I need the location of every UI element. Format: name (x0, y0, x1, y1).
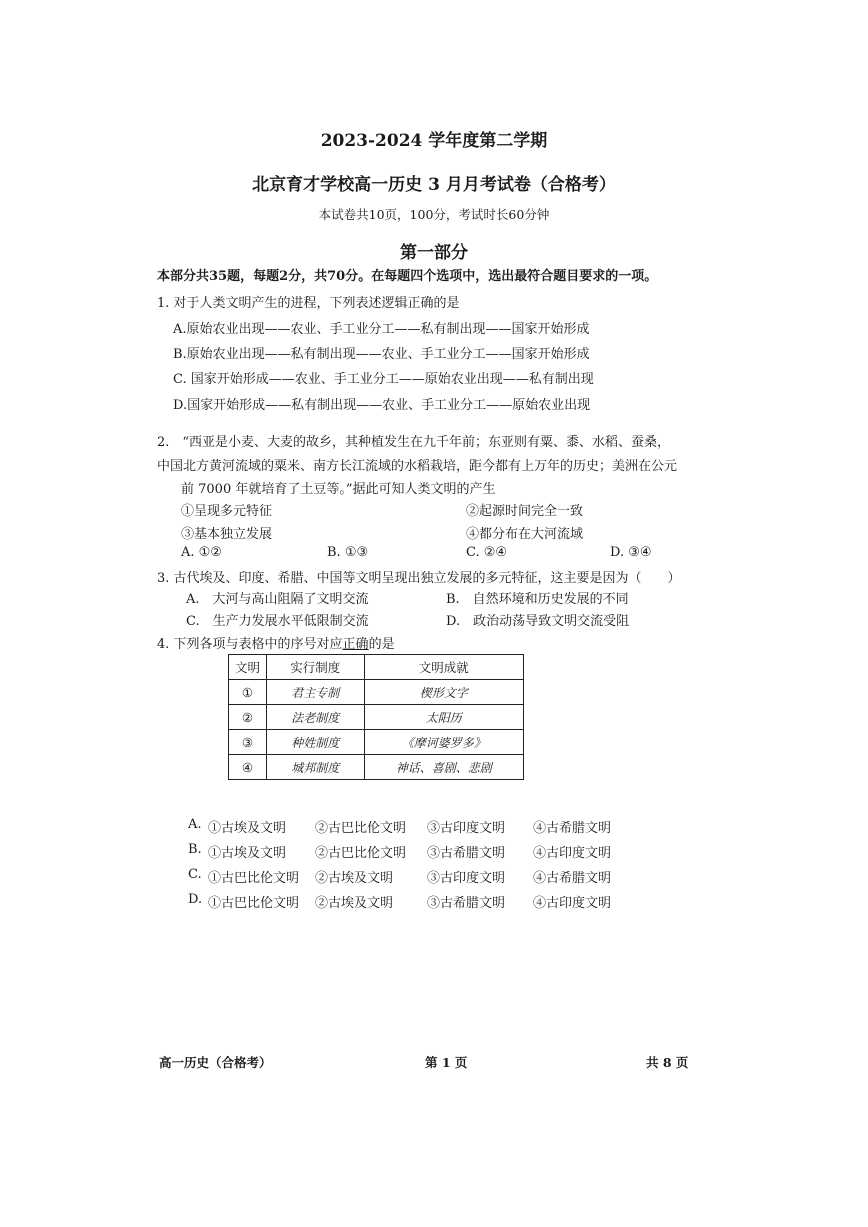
table-cell: 种姓制度 (266, 730, 364, 755)
q2-statement-1: ①呈现多元特征 (181, 504, 273, 519)
footer-page-number: 第 1 页 (425, 1055, 468, 1070)
table-header-row (229, 655, 524, 680)
footer-subject: 高一历史（合格考） (159, 1055, 272, 1070)
q4-option-a-item: ①古埃及文明 (208, 821, 287, 836)
q4-option-c-item: ③古印度文明 (427, 871, 506, 886)
q4-option-a-item: ④古希腊文明 (533, 821, 612, 836)
term-title: 2023-2024 学年度第二学期 (320, 131, 548, 151)
q1-option-a: A.原始农业出现——农业、手工业分工——私有制出现——国家开始形成 (173, 322, 590, 337)
q3-option-c: C. 生产力发展水平低限制交流 (186, 614, 369, 629)
part-instructions: 本部分共35题，每题2分，共70分。在每题四个选项中，选出最符合题目要求的一项。 (157, 269, 658, 284)
q4-option-d-item: ②古埃及文明 (315, 896, 394, 911)
q2-option-c: C. ②④ (466, 545, 508, 560)
table-cell: ③ (229, 730, 267, 755)
q4-option-b-item: ②古巴比伦文明 (315, 846, 407, 861)
table-cell: 法老制度 (266, 705, 364, 730)
q1-stem: 1. 对于人类文明产生的进程，下列表述逻辑正确的是 (157, 296, 460, 311)
table-cell: 太阳历 (364, 705, 523, 730)
table-header: 文明 (229, 655, 267, 680)
exam-title: 北京育才学校高一历史 3 月月考试卷（合格考） (252, 175, 616, 195)
q4-option-c-item: ①古巴比伦文明 (208, 871, 300, 886)
table-header: 文明成就 (364, 655, 523, 680)
q4-stem (157, 633, 395, 652)
q4-option-d-item: ④古印度文明 (533, 896, 612, 911)
footer-total-pages: 共 8 页 (646, 1055, 689, 1070)
q1-option-d: D.国家开始形成——私有制出现——农业、手工业分工——原始农业出现 (173, 398, 591, 413)
q4-stem-suffix: 的是 (368, 637, 395, 652)
q2-stem-line3: 前 7000 年就培育了土豆等。”据此可知人类文明的产生 (181, 482, 496, 497)
q4-option-c-item: ②古埃及文明 (315, 871, 394, 886)
q4-option-d-letter: D. (188, 892, 203, 907)
table-header: 实行制度 (266, 655, 364, 680)
q2-stem-line2: 中国北方黄河流域的粟米、南方长江流域的水稻栽培，距今都有上万年的历史；美洲在公元 (157, 459, 678, 474)
q2-stem-line1: 2. “西亚是小麦、大麦的故乡，其种植发生在九千年前；东亚则有粟、黍、水稻、蚕桑， (157, 435, 671, 450)
exam-info: 本试卷共10页，100分，考试时长60分钟 (318, 207, 550, 222)
q2-option-a: A. ①② (181, 545, 222, 560)
q4-option-c-item: ④古希腊文明 (533, 871, 612, 886)
q2-statement-4: ④都分布在大河流域 (466, 527, 584, 542)
q4-option-a-item: ③古印度文明 (427, 821, 506, 836)
table-cell: ② (229, 705, 267, 730)
q4-option-b-item: ④古印度文明 (533, 846, 612, 861)
table-cell: ① (229, 680, 267, 705)
table-cell: ④ (229, 755, 267, 780)
civilization-table (228, 654, 524, 780)
q3-stem: 3. 古代埃及、印度、希腊、中国等文明呈现出独立发展的多元特征，这主要是因为（ ） (157, 571, 681, 586)
q3-option-d: D. 政治动荡导致文明交流受阻 (446, 614, 630, 629)
q2-option-d: D. ③④ (610, 545, 652, 560)
q2-option-b: B. ①③ (327, 545, 369, 560)
q4-option-b-letter: B. (188, 842, 202, 857)
q2-statement-2: ②起源时间完全一致 (466, 504, 584, 519)
table-cell: 神话、喜剧、悲剧 (364, 755, 523, 780)
table-cell: 君主专制 (266, 680, 364, 705)
part-title: 第一部分 (400, 243, 468, 263)
q1-option-b: B.原始农业出现——私有制出现——农业、手工业分工——国家开始形成 (173, 347, 590, 362)
table-row (229, 705, 524, 730)
q4-option-a-item: ②古巴比伦文明 (315, 821, 407, 836)
q3-option-a: A. 大河与高山阻隔了文明交流 (186, 592, 369, 607)
q4-stem-emphasis: 正确 (342, 637, 369, 652)
table-row (229, 755, 524, 780)
q4-stem-prefix: 4. 下列各项与表格中的序号对应 (157, 637, 343, 652)
q3-option-b: B. 自然环境和历史发展的不同 (446, 592, 629, 607)
q4-option-d-item: ①古巴比伦文明 (208, 896, 300, 911)
q4-option-c-letter: C. (188, 867, 202, 882)
table-row (229, 680, 524, 705)
table-row (229, 730, 524, 755)
q2-statement-3: ③基本独立发展 (181, 527, 273, 542)
table-cell: 《摩诃婆罗多》 (364, 730, 523, 755)
q4-option-b-item: ③古希腊文明 (427, 846, 506, 861)
table-cell: 城邦制度 (266, 755, 364, 780)
q1-option-c: C. 国家开始形成——农业、手工业分工——原始农业出现——私有制出现 (173, 372, 594, 387)
q4-option-d-item: ③古希腊文明 (427, 896, 506, 911)
q4-option-a-letter: A. (188, 817, 202, 832)
q4-option-b-item: ①古埃及文明 (208, 846, 287, 861)
table-cell: 楔形文字 (364, 680, 523, 705)
